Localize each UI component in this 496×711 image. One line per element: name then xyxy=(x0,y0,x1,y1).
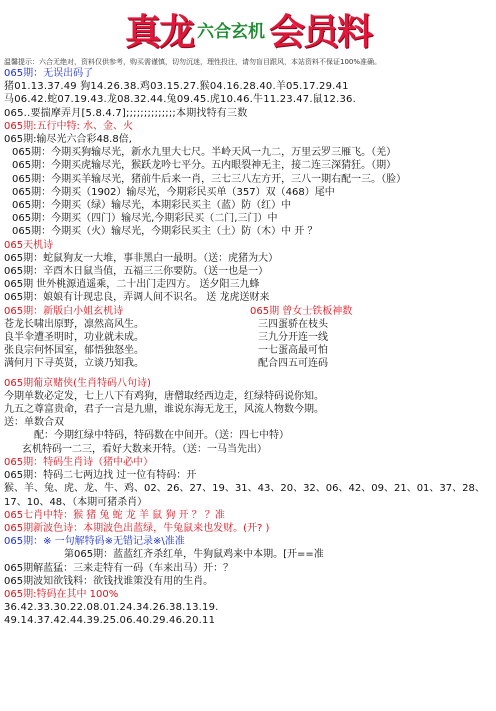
text-line-m13: 065期：※ 一句解特码※无错记录※\准准 xyxy=(4,536,185,548)
text-line-m9: 猴、羊、兔、虎、龙、牛、鸡、02、26、27、19、31、43、20、32、06、42、09、21、01、37、28、 xyxy=(4,483,485,495)
text-line-m15: 065期解蓝猛：三来走特有一码（车来出马）开：？ xyxy=(4,562,234,574)
text-line-l4: 065..要揣摩弄月[5.8.4.7];;;;;;;;;;;;;;本期找特有三数 xyxy=(4,107,248,119)
left-poem-title: 065期：新版白小姐玄机诗 xyxy=(4,305,124,317)
banner-title-middle: 六合玄机 xyxy=(197,21,265,42)
content-block-bottom xyxy=(4,377,492,628)
text-line-m7: 065期：特码生肖诗（猪中必中） xyxy=(4,456,154,468)
text-line-m16: 065期波知欲钱料：欲钱找谁策没有用的生肖。 xyxy=(4,575,214,587)
poem-two-column xyxy=(4,305,492,371)
text-line-l3: 马06.42.蛇07.19.43.龙08.32.44.兔09.45.虎10.46.牛11.23.47.鼠12.36. xyxy=(4,94,356,106)
text-line-l14: 065天机诗 xyxy=(4,239,54,251)
text-line-m6: 玄机特码一二三，看好大数来开特。（送：一马当先出） xyxy=(22,443,267,455)
banner-title-right: 会员料 xyxy=(269,10,372,53)
text-line-l7: 065期：今期买狗输尽光，新水九里大七尺。半岭天风一九二，万里云罗三雁飞。（羌） xyxy=(12,147,397,159)
text-line-l5: 065期:五行中特: 水、金、火 xyxy=(4,120,134,132)
text-line-m8: 065期：特码二七两边找 过一位有特码：开 xyxy=(4,470,197,482)
left-poem-row: 张良宗何怀国室，郁悟独怒坐。 xyxy=(4,345,144,357)
left-poem-column xyxy=(4,305,240,371)
text-line-l13: 065期：今期买（火）输尽光，今期彩民买主（土）防（木）中 开 ？ xyxy=(12,226,318,238)
text-line-l10: 065期：今期买（1902）输尽光，今期彩民买单（357）双（468）尾中 xyxy=(12,186,335,198)
right-poem-title: 065期 曾女士铁板神数 xyxy=(250,305,353,317)
text-line-l15: 065期：蛇鼠狗友一大堆，事非黑白一最明。（送：虎猪为大） xyxy=(4,252,279,264)
banner-title-left: 真龙 xyxy=(124,10,193,53)
left-poem-row: 良半伞遭圣明时，功业就未成。 xyxy=(4,332,144,344)
text-line-m12: 065期新波色诗：本期波色出蓝绿，牛兔鼠来也发财。(开? ) xyxy=(4,522,270,534)
right-poem-row: 三九分开连一线 xyxy=(258,332,328,344)
header-banner xyxy=(0,0,496,58)
left-poem-row: 苍龙长啸出原野，凛然高风生。 xyxy=(4,318,144,330)
right-poem-row: 配合四五可连码 xyxy=(258,358,328,370)
text-line-m2: 今期单数必定发，七上八下有鸡狗，唐僧取经西边走，红绿特码说你知。 xyxy=(4,390,324,402)
text-line-l6: 065期:输尽光六合彩48.8倍, xyxy=(4,134,132,146)
text-line-m5: 配：今期红绿中特码，特码数在中间开。（送：四七中特） xyxy=(34,430,289,442)
left-poem-row: 满何月下寻英贤，立谈乃知我。 xyxy=(4,358,144,370)
text-line-l18: 065期：娘娘有计现忠良，弄调人间不识名。 送 龙虎送财来 xyxy=(4,292,270,304)
text-line-l9: 065期：今期买羊输尽光，猪前牛后来一肖，三七三八左方开，三八一期右配一三。（脸） xyxy=(12,173,407,185)
text-line-m19: 49.14.37.42.44.39.25.06.40.29.46.20.11 xyxy=(4,615,216,627)
text-line-m10: 17、10、48、（本期可猪杀肖） xyxy=(4,496,148,508)
text-line-l12: 065期：今期买（四门）输尽光,今期彩民买（二门,三门）中 xyxy=(12,213,278,225)
text-line-m18: 36.42.33.30.22.08.01.24.34.26.38.13.19. xyxy=(4,602,219,614)
text-line-l17: 065期 世外桃源逍遥乘，二十出门走四方。 送夕阳三九蜂 xyxy=(4,279,260,291)
right-poem-column xyxy=(240,305,486,371)
text-line-l2: 猪01.13.37.49 狗14.26.38.鸡03.15.27.猴04.16.28.40.羊05.17.29.41 xyxy=(4,81,349,93)
text-line-l8: 065期：今期买虎输尽光，猴跃龙吟七平分。五内眼裂神无主，接二连三深猜狂。（期） xyxy=(12,160,397,172)
text-line-l1: 065期：无误出码了 xyxy=(4,68,94,79)
text-line-m17: 065期:特码在其中 100% xyxy=(4,588,119,600)
text-line-l11: 065期：今期买（绿）输尽光，本期彩民买主（蓝）防（红）中 xyxy=(12,200,292,212)
content-block-top xyxy=(4,67,492,305)
text-line-l16: 065期：辛酉木日鼠当值，五福三三你要防。（送一也是一） xyxy=(4,266,269,278)
content-body xyxy=(0,58,496,628)
right-poem-row: 一七蛋高最可怕 xyxy=(258,345,328,357)
text-line-m14: 第065期：蓝蓝红齐杀红单，牛狗鼠鸡来中本期。[开==准 xyxy=(64,549,324,561)
right-poem-row: 三四蛋骄在枝头 xyxy=(258,318,328,330)
text-line-m11: 065七肖中特：猴 猪 兔 蛇 龙 羊 鼠 狗 开 ？ ？准 xyxy=(4,509,225,521)
notice-text: 温馨提示：六合无绝对，资料仅供参考，购买需谨慎，切勿沉迷，理性投注，请勿盲目跟风，本站资料不保证100%准确。 xyxy=(4,58,382,66)
text-line-m4: 送：单数合双 xyxy=(4,417,64,429)
text-line-m1: 065期葡京赌侠(生肖特码八句诗) xyxy=(4,377,151,389)
text-line-m3: 九五之尊富贵命，君子一言是九鼎，谁说东海无龙王，风流人物数今期。 xyxy=(4,404,324,416)
